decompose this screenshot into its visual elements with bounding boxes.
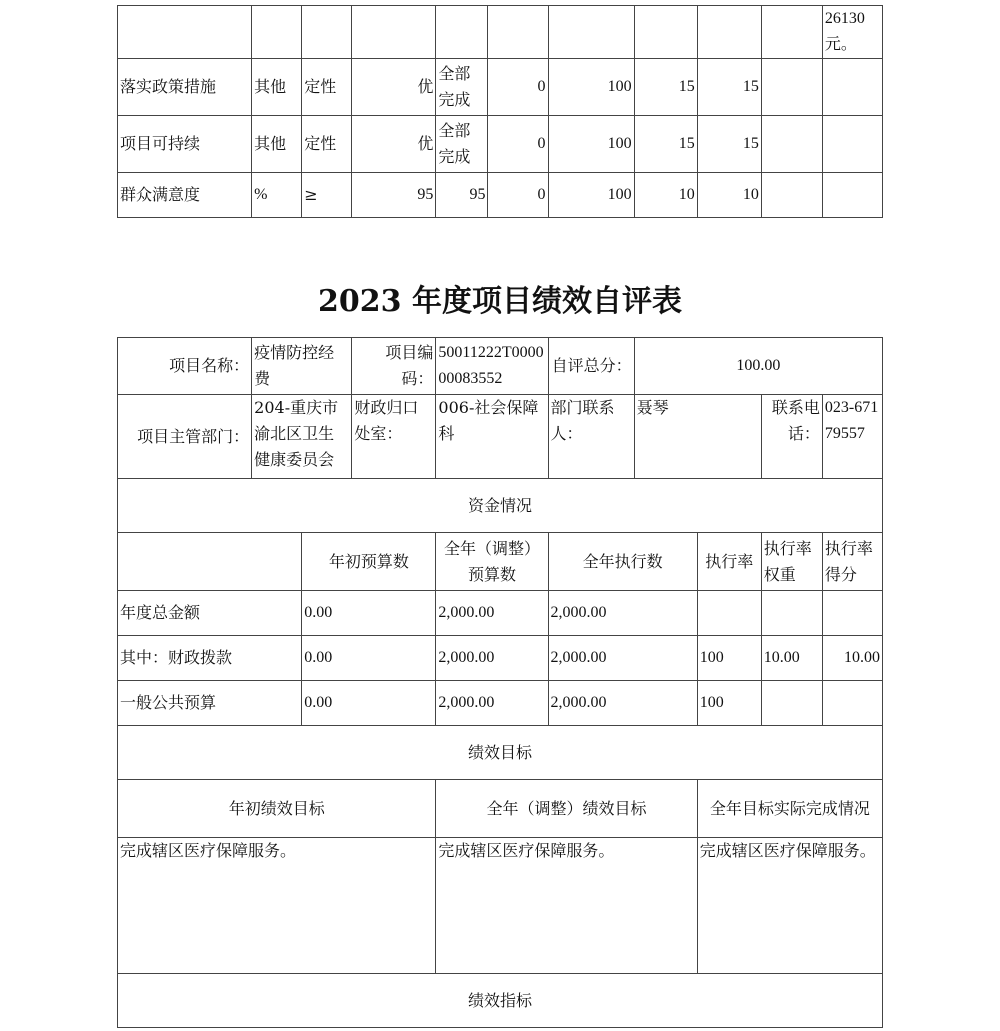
funds-rate-score: [822, 591, 882, 636]
funds-rate-weight: [761, 591, 822, 636]
budget-note-cell: 26130元。: [822, 6, 882, 59]
indicator-actual: 全部完成: [436, 116, 488, 173]
funds-row-label: 年度总金额: [118, 591, 302, 636]
adjusted-goal-header: 全年（调整）绩效目标: [436, 780, 697, 838]
funds-executed: 2,000.00: [548, 681, 697, 726]
table-row: [118, 395, 883, 479]
indicator-weight: 10: [634, 173, 697, 218]
continued-indicator-table: [117, 5, 883, 218]
office-label: 财政归口处室：: [352, 395, 436, 479]
initial-goal-header: 年初绩效目标: [118, 780, 436, 838]
phone-label: 联系电话：: [761, 395, 822, 479]
indicator-completion: 100: [548, 59, 634, 116]
self-evaluation-form: [117, 337, 883, 1028]
table-row: [118, 173, 883, 218]
indicator-name: 落实政策措施: [118, 59, 252, 116]
dept-value: 204-重庆市渝北区卫生健康委员会: [252, 395, 352, 479]
actual-goal-header: 全年目标实际完成情况: [697, 780, 882, 838]
indicator-actual: 全部完成: [436, 59, 488, 116]
funds-adjusted: 2,000.00: [436, 591, 548, 636]
office-value: 006-社会保障科: [436, 395, 548, 479]
project-name-label: 项目名称：: [118, 338, 252, 395]
indicator-unit: %: [252, 173, 302, 218]
indicator-operator: ≥: [302, 173, 352, 218]
indicator-score: 15: [697, 116, 761, 173]
indicator-completion: 100: [548, 173, 634, 218]
funds-initial: 0.00: [302, 636, 436, 681]
table-row: [118, 116, 883, 173]
indicator-target: 优: [352, 116, 436, 173]
funds-rate-score: 10.00: [822, 636, 882, 681]
indicator-weight: 15: [634, 116, 697, 173]
funds-adjusted: 2,000.00: [436, 636, 548, 681]
table-row: [118, 59, 883, 116]
funds-row-label: 一般公共预算: [118, 681, 302, 726]
funds-rate: [697, 591, 761, 636]
table-row: [118, 533, 883, 591]
header-rate: 执行率: [697, 533, 761, 591]
page-title: 2023 年度项目绩效自评表: [318, 284, 682, 319]
indicator-actual: 95: [436, 173, 488, 218]
funds-rate-weight: 10.00: [761, 636, 822, 681]
self-score-value: 100.00: [634, 338, 882, 395]
indicator-deviation: 0: [488, 59, 548, 116]
project-name-value: 疫情防控经费: [252, 338, 352, 395]
table-row: [118, 838, 883, 974]
funds-rate: 100: [697, 681, 761, 726]
table-row: [118, 479, 883, 533]
funds-rate: 100: [697, 636, 761, 681]
indicator-target: 优: [352, 59, 436, 116]
project-code-value: 50011222T000000083552: [436, 338, 548, 395]
funds-row-label: 其中：财政拨款: [118, 636, 302, 681]
header-rate-weight: 执行率权重: [761, 533, 822, 591]
header-adjusted-budget: 全年（调整）预算数: [436, 533, 548, 591]
indicator-operator: 定性: [302, 59, 352, 116]
table-row: [118, 6, 883, 59]
funds-executed: 2,000.00: [548, 591, 697, 636]
indicator-completion: 100: [548, 116, 634, 173]
funds-adjusted: 2,000.00: [436, 681, 548, 726]
funds-rate-score: [822, 681, 882, 726]
project-code-label: 项目编码：: [352, 338, 436, 395]
indicator-score: 10: [697, 173, 761, 218]
table-row: [118, 726, 883, 780]
table-row: [118, 591, 883, 636]
indicator-deviation: 0: [488, 116, 548, 173]
phone-value: 023-67179557: [822, 395, 882, 479]
table-row: [118, 780, 883, 838]
funds-executed: 2,000.00: [548, 636, 697, 681]
indicator-operator: 定性: [302, 116, 352, 173]
table-row: [118, 974, 883, 1028]
header-executed: 全年执行数: [548, 533, 697, 591]
initial-goal-text: 完成辖区医疗保障服务。: [118, 838, 436, 974]
goals-section-label: 绩效目标: [118, 726, 883, 780]
funds-initial: 0.00: [302, 591, 436, 636]
indicator-weight: 15: [634, 59, 697, 116]
table-row: [118, 636, 883, 681]
contact-value: 聂琴: [634, 395, 761, 479]
self-score-label: 自评总分：: [548, 338, 634, 395]
dept-label: 项目主管部门：: [118, 395, 252, 479]
actual-goal-text: 完成辖区医疗保障服务。: [697, 838, 882, 974]
indicator-unit: 其他: [252, 59, 302, 116]
indicators-section-label: 绩效指标: [118, 974, 883, 1028]
indicator-name: 群众满意度: [118, 173, 252, 218]
header-rate-score: 执行率得分: [822, 533, 882, 591]
indicator-name: 项目可持续: [118, 116, 252, 173]
funds-initial: 0.00: [302, 681, 436, 726]
table-row: [118, 338, 883, 395]
funds-section-label: 资金情况: [118, 479, 883, 533]
indicator-target: 95: [352, 173, 436, 218]
indicator-unit: 其他: [252, 116, 302, 173]
indicator-deviation: 0: [488, 173, 548, 218]
header-initial-budget: 年初预算数: [302, 533, 436, 591]
contact-label: 部门联系人：: [548, 395, 634, 479]
adjusted-goal-text: 完成辖区医疗保障服务。: [436, 838, 697, 974]
table-row: [118, 681, 883, 726]
funds-rate-weight: [761, 681, 822, 726]
indicator-score: 15: [697, 59, 761, 116]
